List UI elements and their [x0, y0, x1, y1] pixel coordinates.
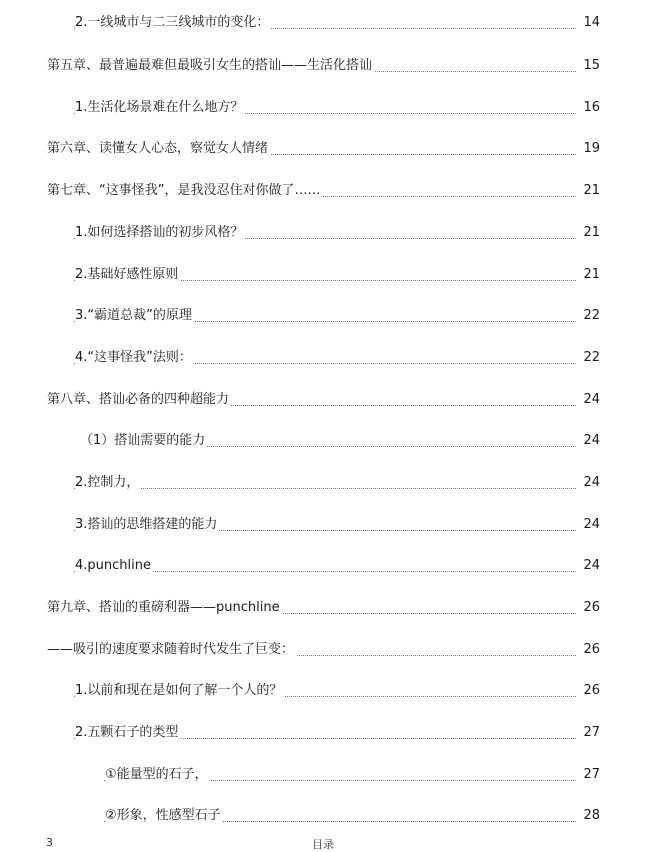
- toc-entry-page: 22: [576, 347, 600, 369]
- dot-leader: [74, 466, 580, 489]
- toc-entry-title: ①能量型的石子，: [105, 764, 210, 786]
- toc-entry[interactable]: [0, 180, 655, 202]
- toc-entry-title: 第七章、“这事怪我”，是我没忍住对你做了……: [47, 180, 322, 202]
- toc-entry-page: 24: [576, 472, 600, 494]
- toc-entry[interactable]: [0, 722, 655, 744]
- toc-entry-page: 16: [576, 97, 600, 119]
- toc-entry-page: 24: [576, 389, 600, 411]
- toc-entry-page: 22: [576, 305, 600, 327]
- toc-entry-page: 19: [576, 138, 600, 160]
- toc-entry-page: 21: [576, 180, 600, 202]
- footer-page-number: 3: [46, 836, 53, 849]
- toc-entry-title: 3.“霸道总裁”的原理: [75, 305, 194, 327]
- toc-entry[interactable]: [0, 347, 655, 369]
- toc-entry[interactable]: [0, 305, 655, 327]
- toc-entry-title: 2.一线城市与二三线城市的变化：: [75, 12, 271, 34]
- toc-entry[interactable]: [0, 97, 655, 119]
- toc-entry-page: 24: [576, 555, 600, 577]
- toc-entry[interactable]: [0, 639, 655, 661]
- toc-entry-page: 24: [576, 514, 600, 536]
- toc-entry-page: 14: [576, 12, 600, 34]
- toc-entry-page: 21: [576, 264, 600, 286]
- toc-entry-page: 24: [576, 430, 600, 452]
- toc-entry-page: 26: [576, 639, 600, 661]
- toc-entry[interactable]: [0, 264, 655, 286]
- toc-entry-page: 27: [576, 722, 600, 744]
- toc-entry[interactable]: [0, 222, 655, 244]
- toc-entry[interactable]: [0, 472, 655, 494]
- toc-entry-page: 26: [576, 680, 600, 702]
- toc-entry-title: ——吸引的速度要求随着时代发生了巨变：: [47, 639, 296, 661]
- toc-entry[interactable]: [0, 764, 655, 786]
- footer-section-title: 目录: [312, 838, 334, 851]
- toc-entry-title: 1.如何选择搭讪的初步风格？: [75, 222, 245, 244]
- toc-entry-page: 27: [576, 764, 600, 786]
- toc-entry[interactable]: [0, 555, 655, 577]
- toc-entry[interactable]: [0, 430, 655, 452]
- toc-entry[interactable]: [0, 389, 655, 411]
- toc-entry[interactable]: [0, 12, 655, 34]
- toc-entry-title: 2.控制力，: [75, 472, 141, 494]
- toc-entry-title: 4.punchline: [75, 555, 153, 577]
- toc-entry-page: 15: [576, 55, 600, 77]
- toc-entry-title: ②形象，性感型石子: [105, 805, 223, 827]
- toc-entry-title: 第九章、搭讪的重磅利器——punchline: [47, 597, 282, 619]
- toc-entry-page: 21: [576, 222, 600, 244]
- toc-entry[interactable]: [0, 514, 655, 536]
- toc-entry-title: 4.“这事怪我”法则：: [75, 347, 194, 369]
- toc-entry[interactable]: [0, 680, 655, 702]
- toc-entry-title: 2.五颗石子的类型: [75, 722, 180, 744]
- toc-entry-title: 第六章、读懂女人心态，察觉女人情绪: [47, 138, 270, 160]
- toc-entry-title: 3.搭讪的思维搭建的能力: [75, 514, 219, 536]
- toc-entry-title: （1）搭讪需要的能力: [80, 430, 207, 452]
- toc-entry-page: 26: [576, 597, 600, 619]
- toc-entry[interactable]: [0, 805, 655, 827]
- toc-entry-page: 28: [576, 805, 600, 827]
- toc-entry-title: 2.基础好感性原则: [75, 264, 180, 286]
- toc-entry[interactable]: [0, 597, 655, 619]
- page-footer: [0, 836, 655, 851]
- toc-entry-title: 1.以前和现在是如何了解一个人的？: [75, 680, 284, 702]
- toc-entry[interactable]: [0, 138, 655, 160]
- toc-entry[interactable]: [0, 55, 655, 77]
- toc-entry-title: 第八章、搭讪必备的四种超能力: [47, 389, 231, 411]
- toc-entry-title: 1.生活化场景难在什么地方？: [75, 97, 245, 119]
- toc-entry-title: 第五章、最普遍最难但最吸引女生的搭讪——生活化搭讪: [47, 55, 374, 77]
